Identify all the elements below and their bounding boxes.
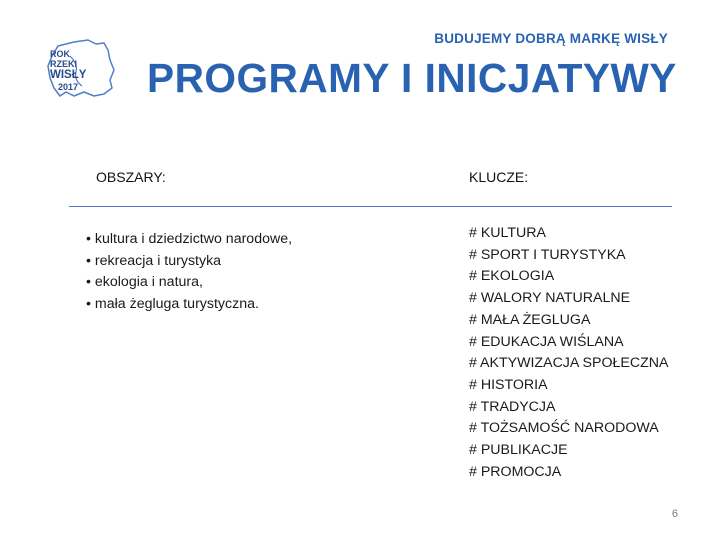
header-tagline: BUDUJEMY DOBRĄ MARKĘ WISŁY [434,31,668,46]
areas-heading: OBSZARY: [96,169,166,185]
header-divider [69,206,672,207]
list-item: # HISTORIA [469,376,548,393]
logo-text-wisly: WISŁY [50,69,87,81]
list-item: # EDUKACJA WIŚLANA [469,333,624,350]
list-item: # TRADYCJA [469,398,556,415]
list-item: # WALORY NATURALNE [469,290,631,307]
list-item: # TOŻSAMOŚĆ NARODOWA [469,420,659,437]
list-item: # MAŁA ŻEGLUGA [469,311,591,328]
keys-heading: KLUCZE: [469,169,529,185]
list-item: • kultura i dziedzictwo narodowe, [86,231,293,247]
list-item: • mała żegluga turystyczna. [86,295,259,312]
logo [44,36,118,100]
logo-text-rok: ROK [50,49,70,59]
keys-list [469,223,668,483]
list-item: # AKTYWIZACJA SPOŁECZNA [469,355,669,372]
list-item: # KULTURA [469,225,546,241]
list-item: # PUBLIKACJE [469,442,568,459]
list-item: • rekreacja i turystyka [86,252,222,269]
logo-text-rzeki: RZEKI [50,59,77,69]
list-item: # SPORT I TURYSTYKA [469,246,626,263]
page-title: PROGRAMY I INICJATYWY [147,55,677,101]
page-number: 6 [671,508,678,520]
logo-text-year: 2017 [58,82,79,92]
areas-list [86,229,292,315]
list-item: • ekologia i natura, [86,274,203,291]
list-item: # EKOLOGIA [469,268,555,285]
list-item: # PROMOCJA [469,463,562,480]
